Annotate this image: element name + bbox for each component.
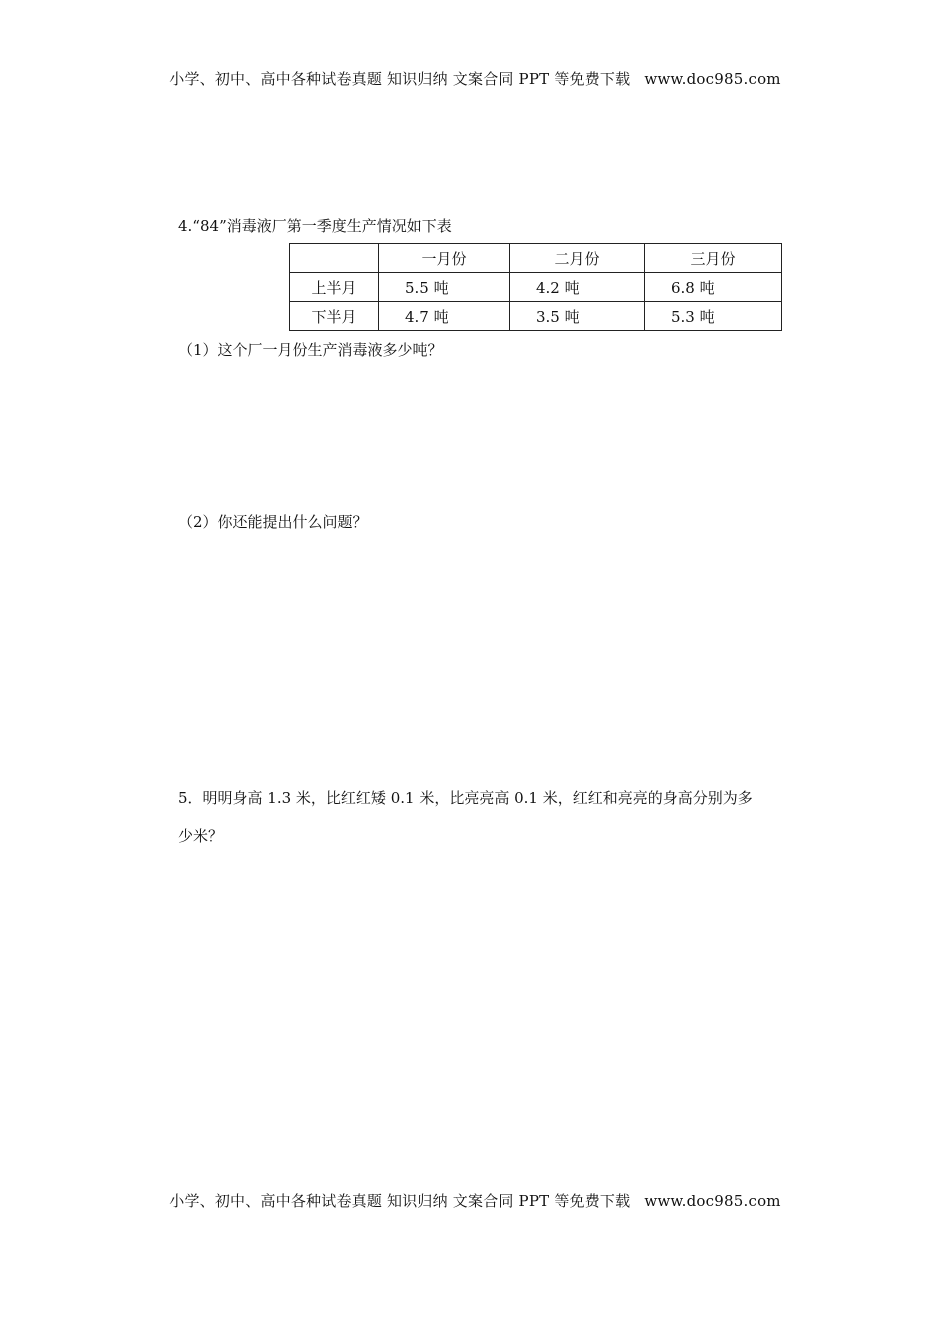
- table-cell: 5.3 吨: [645, 302, 782, 331]
- question-4-title: 4.“84”消毒液厂第一季度生产情况如下表: [178, 217, 452, 235]
- header-text: 小学、初中、高中各种试卷真题 知识归纳 文案合同 PPT 等免费下载: [169, 70, 631, 88]
- question-5-line-1: 5．明明身高 1.3 米，比红红矮 0.1 米，比亮亮高 0.1 米，红红和亮亮的身高分别为多: [178, 789, 753, 807]
- production-table: [289, 243, 782, 331]
- footer-text: 小学、初中、高中各种试卷真题 知识归纳 文案合同 PPT 等免费下载: [169, 1192, 631, 1210]
- question-5-line-2: 少米？: [178, 827, 224, 845]
- page-header: [0, 68, 950, 89]
- table-cell: 4.2 吨: [510, 273, 645, 302]
- table-cell: 6.8 吨: [645, 273, 782, 302]
- page-footer: [0, 1190, 950, 1211]
- table-header-cell: [290, 244, 379, 273]
- table-header-cell: 二月份: [510, 244, 645, 273]
- header-url[interactable]: www.doc985.com: [644, 70, 781, 88]
- table-cell: 5.5 吨: [379, 273, 510, 302]
- table-row-label: 下半月: [290, 302, 379, 331]
- footer-url[interactable]: www.doc985.com: [644, 1192, 781, 1210]
- table-header-cell: 一月份: [379, 244, 510, 273]
- table-row: [290, 302, 782, 331]
- question-4-part-1: （1）这个厂一月份生产消毒液多少吨？: [178, 341, 443, 359]
- table-cell: 4.7 吨: [379, 302, 510, 331]
- table-header-cell: 三月份: [645, 244, 782, 273]
- table-cell: 3.5 吨: [510, 302, 645, 331]
- table-row-label: 上半月: [290, 273, 379, 302]
- table-row: [290, 273, 782, 302]
- table-header-row: [290, 244, 782, 273]
- question-4-part-2: （2）你还能提出什么问题？: [178, 513, 368, 531]
